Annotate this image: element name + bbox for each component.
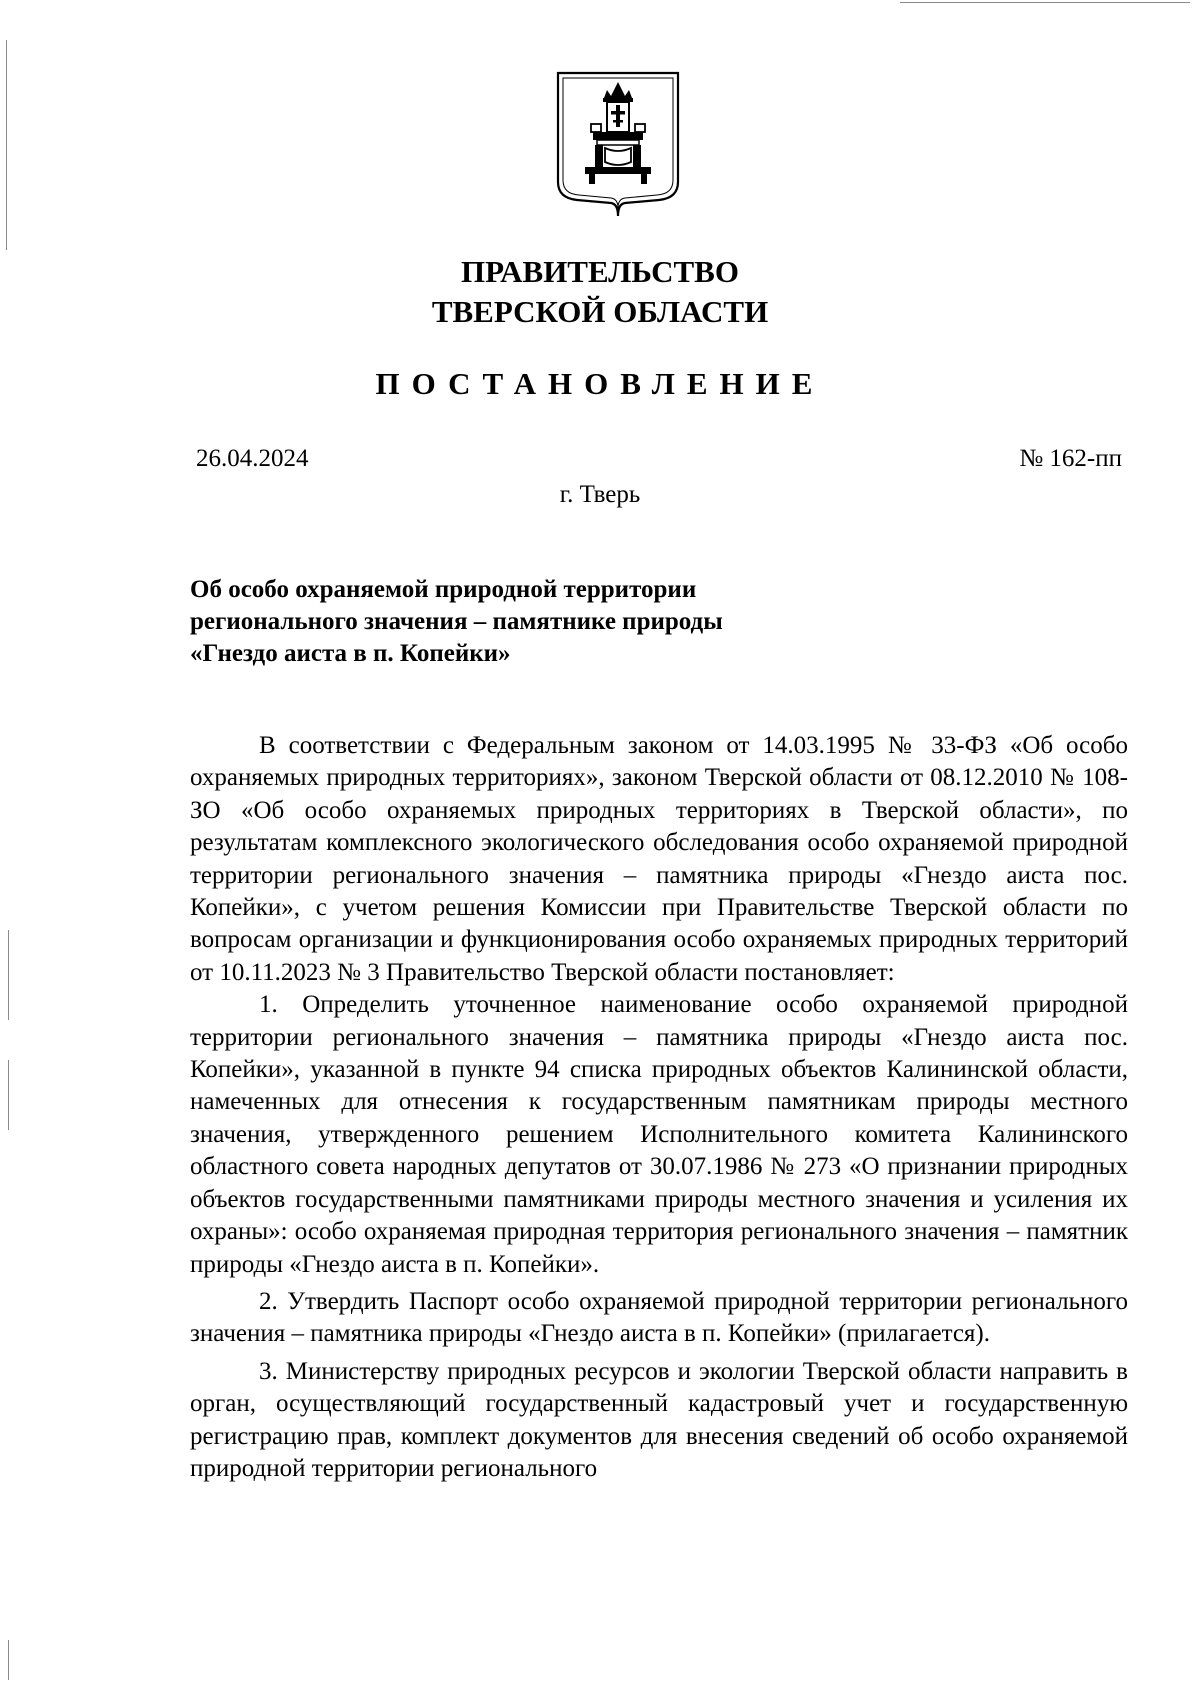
- scan-edge-mark: [6, 40, 7, 250]
- document-body: [190, 730, 1128, 1485]
- item-paragraph-1: 1. Определить уточненное наименование особо охраняемой природной территории регионального значения – памятника природы «Гнездо аиста пос. Копейки», указанной в пункте 94 списка природных объектов Калининской области, намеченных для отнесения к государственным памятникам природы местного значения, утвержденного решением Исполнительного комитета Калининского областного совета народных депутатов от 30.07.1986 № 273 «О признании природных объектов государственными памятниками природы местного значения и усиления их охраны»: особо охраняемая природная территория регионального значения – памятник природы «Гнездо аиста в п. Копейки».: [190, 991, 1128, 1278]
- government-title-line2: ТВЕРСКОЙ ОБЛАСТИ: [431, 294, 769, 329]
- government-title-line1: ПРАВИТЕЛЬСТВО: [461, 254, 739, 289]
- document-type-heading: ПОСТАНОВЛЕНИЕ: [375, 366, 825, 401]
- document-number: № 162-пп: [1019, 445, 1122, 472]
- subject-line: Об особо охраняемой природной территории: [190, 576, 697, 603]
- document-date: 26.04.2024: [196, 445, 309, 472]
- item-paragraph-3: 3. Министерству природных ресурсов и экологии Тверской области направить в орган, осуществляющий государственный кадастровый учет и государственную регистрацию прав, комплект документов для внесения сведений об особо охраняемой природной территории регионального: [190, 1357, 1128, 1482]
- scan-edge-mark: [8, 1060, 9, 1130]
- coat-of-arms-icon: [555, 70, 681, 220]
- subject-line: «Гнездо аиста в п. Копейки»: [190, 640, 511, 667]
- item-paragraph-2: 2. Утвердить Паспорт особо охраняемой природной территории регионального значения – памятника природы «Гнездо аиста в п. Копейки» (прилагается).: [190, 1287, 1128, 1348]
- scan-edge-mark: [8, 1640, 9, 1680]
- scan-edge-mark: [8, 930, 9, 1020]
- subject-line: регионального значения – памятнике природы: [190, 608, 723, 635]
- preamble-paragraph: В соответствии с Федеральным законом от 14.03.1995 № 33-ФЗ «Об особо охраняемых природных территориях», законом Тверской области от 08.12.2010 № 108-ЗО «Об особо охраняемых природных территориях в Тверской области», по результатам комплексного экологического обследования особо охраняемой природной территории регионального значения – памятника природы «Гнездо аиста пос. Копейки», с учетом решения Комиссии при Правительстве Тверской области по вопросам организации и функционирования особо охраняемых природных территорий от 10.11.2023 № 3 Правительство Тверской области постановляет:: [190, 732, 1128, 986]
- document-city: г. Тверь: [559, 481, 641, 508]
- scan-edge-mark: [900, 2, 1190, 3]
- document-subject: [190, 574, 890, 670]
